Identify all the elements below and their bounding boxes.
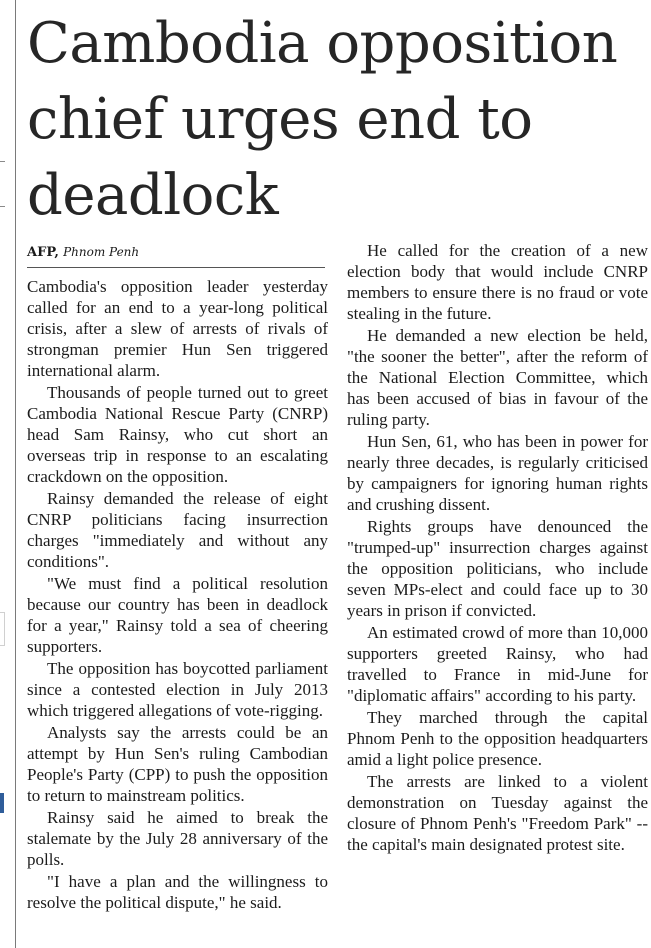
page-column-rule bbox=[15, 0, 16, 948]
margin-tick bbox=[0, 206, 5, 207]
headline-line: deadlock bbox=[27, 163, 279, 228]
article-paragraph: Rainsy demanded the release of eight CNRP politicians facing insurrection charges "immediately and without any conditions". bbox=[27, 489, 328, 571]
article-paragraph: "We must find a political resolution because our country has been in deadlock for a year," Rainsy told a sea of cheering supporters. bbox=[27, 574, 328, 656]
headline-line: chief urges end to bbox=[27, 87, 533, 152]
margin-tick bbox=[0, 161, 5, 162]
headline-line: Cambodia opposition bbox=[27, 11, 618, 76]
article-paragraph: The arrests are linked to a violent demonstration on Tuesday against the closure of Phnom Penh's "Freedom Park" -- the capital's main designated protest site. bbox=[347, 772, 648, 854]
byline bbox=[27, 244, 325, 268]
adjacent-page-fragment bbox=[0, 612, 5, 646]
article-paragraph: Thousands of people turned out to greet Cambodia National Rescue Party (CNRP) head Sam Rainsy, who cut short an overseas trip in response to an escalating crackdown on the opposition. bbox=[27, 383, 328, 486]
article-paragraph: He demanded a new election be held, "the sooner the better", after the reform of the National Election Committee, which has been accused of bias in favour of the ruling party. bbox=[347, 326, 648, 429]
article-paragraph: An estimated crowd of more than 10,000 supporters greeted Rainsy, who had travelled to France in mid-June for "diplomatic affairs" according to his party. bbox=[347, 623, 648, 705]
article-column-left bbox=[27, 276, 328, 948]
byline-agency: AFP, bbox=[27, 245, 59, 260]
byline-place: Phnom Penh bbox=[63, 245, 140, 259]
article-paragraph: Hun Sen, 61, who has been in power for nearly three decades, is regularly criticised by campaigners for ignoring human rights and crushing dissent. bbox=[347, 432, 648, 514]
article-paragraph: Rainsy said he aimed to break the stalemate by the July 28 anniversary of the polls. bbox=[27, 808, 328, 869]
adjacent-page-fragment bbox=[0, 793, 4, 813]
article-headline bbox=[27, 6, 651, 234]
article-paragraph: They marched through the capital Phnom Penh to the opposition headquarters amid a light police presence. bbox=[347, 708, 648, 769]
article-paragraph: The opposition has boycotted parliament since a contested election in July 2013 which triggered allegations of vote-rigging. bbox=[27, 659, 328, 720]
article-paragraph: Rights groups have denounced the "trumped-up" insurrection charges against the opposition politicians, who include seven MPs-elect and could face up to 30 years in prison if convicted. bbox=[347, 517, 648, 620]
article-column-right bbox=[347, 240, 648, 948]
article-paragraph: Analysts say the arrests could be an attempt by Hun Sen's ruling Cambodian People's Party (CPP) to push the opposition to return to mainstream politics. bbox=[27, 723, 328, 805]
article-paragraph: Cambodia's opposition leader yesterday called for an end to a year-long political crisis, after a slew of arrests of rivals of strongman premier Hun Sen triggered international alarm. bbox=[27, 277, 328, 380]
article-paragraph: "I have a plan and the willingness to resolve the political dispute," he said. bbox=[27, 872, 328, 912]
article-paragraph: He called for the creation of a new election body that would include CNRP members to ensure there is no fraud or vote stealing in the future. bbox=[347, 241, 648, 323]
